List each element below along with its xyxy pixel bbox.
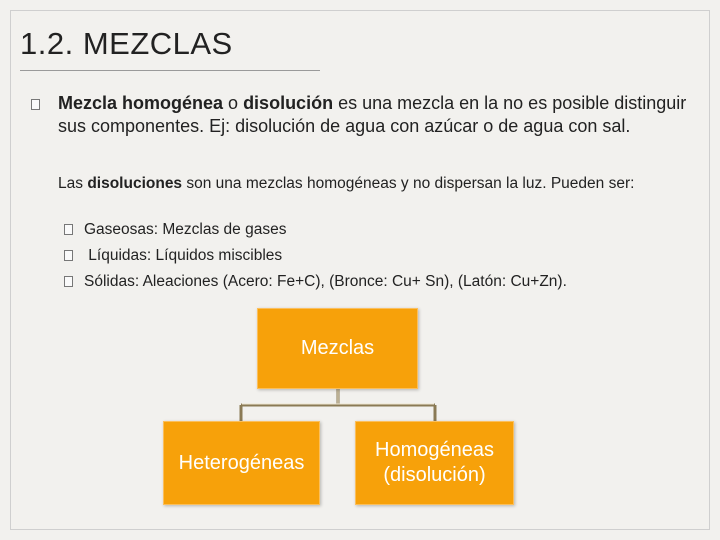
conjunction: o <box>223 93 244 113</box>
node-label-line2: (disolución) <box>383 464 486 486</box>
node-label-line1: Homogéneas <box>375 439 494 461</box>
diagram-node-mezclas <box>257 308 418 389</box>
node-label: Mezclas <box>300 337 375 359</box>
term-solution: disolución <box>243 93 334 113</box>
node-label: Heterogéneas <box>178 451 305 474</box>
list-item-text: Gaseosas: Mezclas de gases <box>84 221 287 238</box>
term-solutions: disoluciones <box>87 175 183 192</box>
paragraph-text: son una mezclas homogéneas y no dispersan la luz. Pueden ser: <box>182 175 635 192</box>
term-homogeneous-mixture: Mezcla homogénea <box>58 93 224 113</box>
diagram-node-heterogeneas <box>163 421 320 505</box>
definition-text: es una mezcla en la no es posible distinguir sus componentes. Ej: disolución de agua con azúcar o de agua con sal. <box>58 93 687 136</box>
node-label <box>375 438 494 488</box>
list-item-text: Líquidas: Líquidos miscibles <box>84 247 283 264</box>
paragraph-lead: Las <box>58 175 88 192</box>
list-item-text: Sólidas: Aleaciones (Acero: Fe+C), (Bronce: Cu+ Sn), (Latón: Cu+Zn). <box>84 273 567 290</box>
diagram-node-homogeneas <box>355 421 514 505</box>
slide-title: 1.2. MEZCLAS <box>20 26 233 61</box>
